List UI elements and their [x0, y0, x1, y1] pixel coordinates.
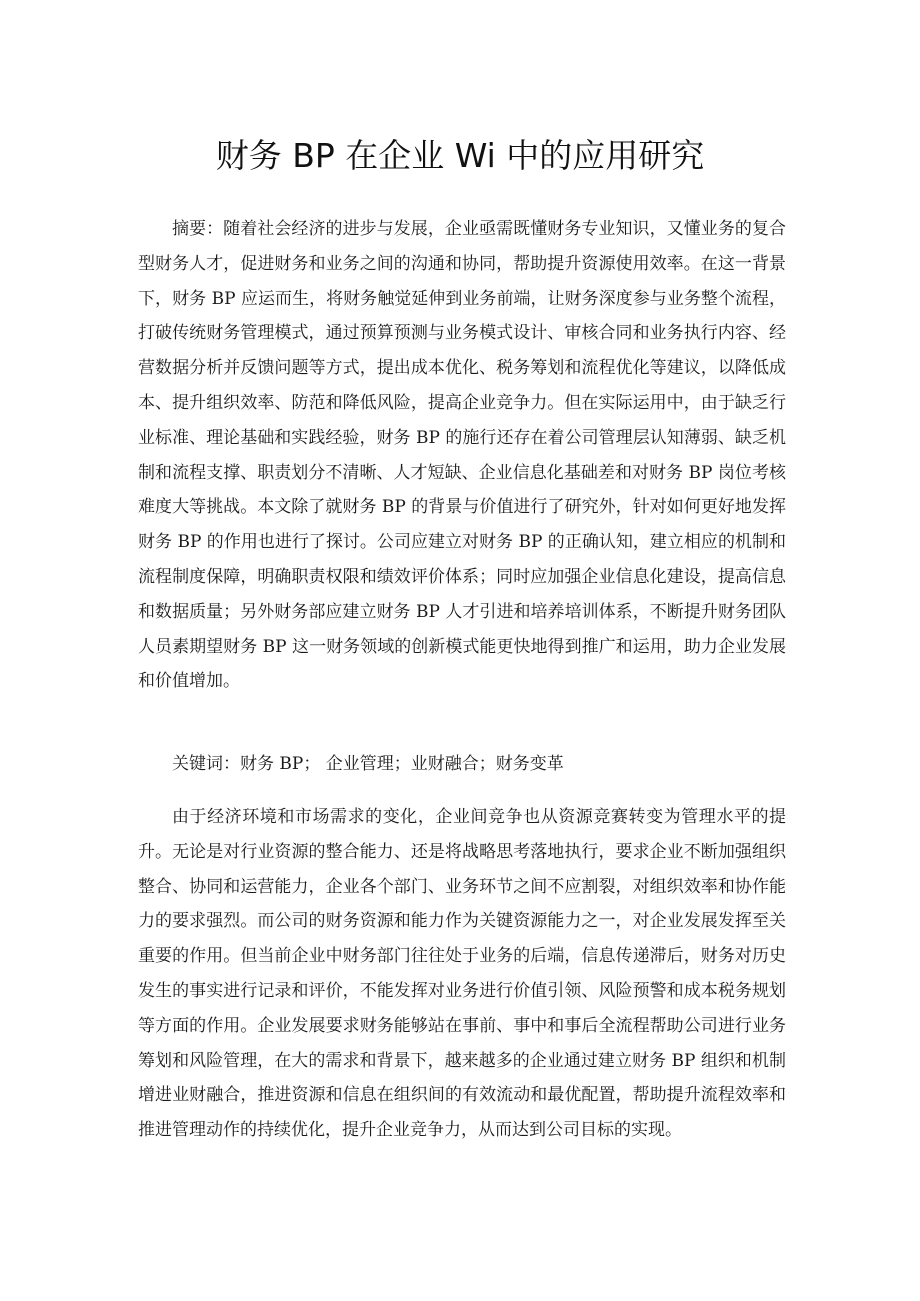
document-title: 财务 BP 在企业 Wi 中的应用研究	[215, 136, 705, 175]
keywords-label: 关键词：	[172, 754, 240, 774]
keywords-text: 财务 BP； 企业管理；业财融合；财务变革	[240, 754, 564, 774]
abstract-paragraph	[138, 212, 786, 699]
keywords-paragraph	[138, 747, 786, 782]
body-paragraph: 由于经济环境和市场需求的变化，企业间竞争也从资源竞赛转变为管理水平的提升。无论是对行业资源的整合能力、还是将战略思考落地执行，要求企业不断加强组织整合、协同和运营能力，企业各个部门、业务环节之间不应割裂，对组织效率和协作能力的要求强烈。而公司的财务资源和能力作为关键资源能力之一，对企业发展发挥至关重要的作用。但当前企业中财务部门往往处于业务的后端，信息传递滞后，财务对历史发生的事实进行记录和评价，不能发挥对业务进行价值引领、风险预警和成本税务规划等方面的作用。企业发展要求财务能够站在事前、事中和事后全流程帮助公司进行业务筹划和风险管理，在大的需求和背景下，越来越多的企业通过建立财务 BP 组织和机制增进业财融合，推进资源和信息在组织间的有效流动和最优配置，帮助提升流程效率和推进管理动作的持续优化，提升企业竞争力，从而达到公司目标的实现。	[138, 807, 786, 1141]
abstract-text: 随着社会经济的进步与发展，企业亟需既懂财务专业知识，又懂业务的复合型财务人才，促进财务和业务之间的沟通和协同，帮助提升资源使用效率。在这一背景下，财务 BP 应运而生，将财务触觉延伸到业务前端，让财务深度参与业务整个流程，打破传统财务管理模式，通过预算预测与业务模式设计、审核合同和业务执行内容、经营数据分析并反馈问题等方式，提出成本优化、税务筹划和流程优化等建议，以降低成本、提升组织效率、防范和降低风险，提高企业竞争力。但在实际运用中，由于缺乏行业标准、理论基础和实践经验，财务 BP 的施行还存在着公司管理层认知薄弱、缺乏机制和流程支撑、职责划分不清晰、人才短缺、企业信息化基础差和对财务 BP 岗位考核难度大等挑战。本文除了就财务 BP 的背景与价值进行了研究外，针对如何更好地发挥财务 BP 的作用也进行了探讨。公司应建立对财务 BP 的正确认知，建立相应的机制和流程制度保障，明确职责权限和绩效评价体系；同时应加强企业信息化建设，提高信息和数据质量；另外财务部应建立财务 BP 人才引进和培养培训体系，不断提升财务团队人员素期望财务 BP 这一财务领域的创新模式能更快地得到推广和运用，助力企业发展和价值增加。	[138, 219, 786, 692]
abstract-label: 摘要：	[172, 219, 224, 239]
